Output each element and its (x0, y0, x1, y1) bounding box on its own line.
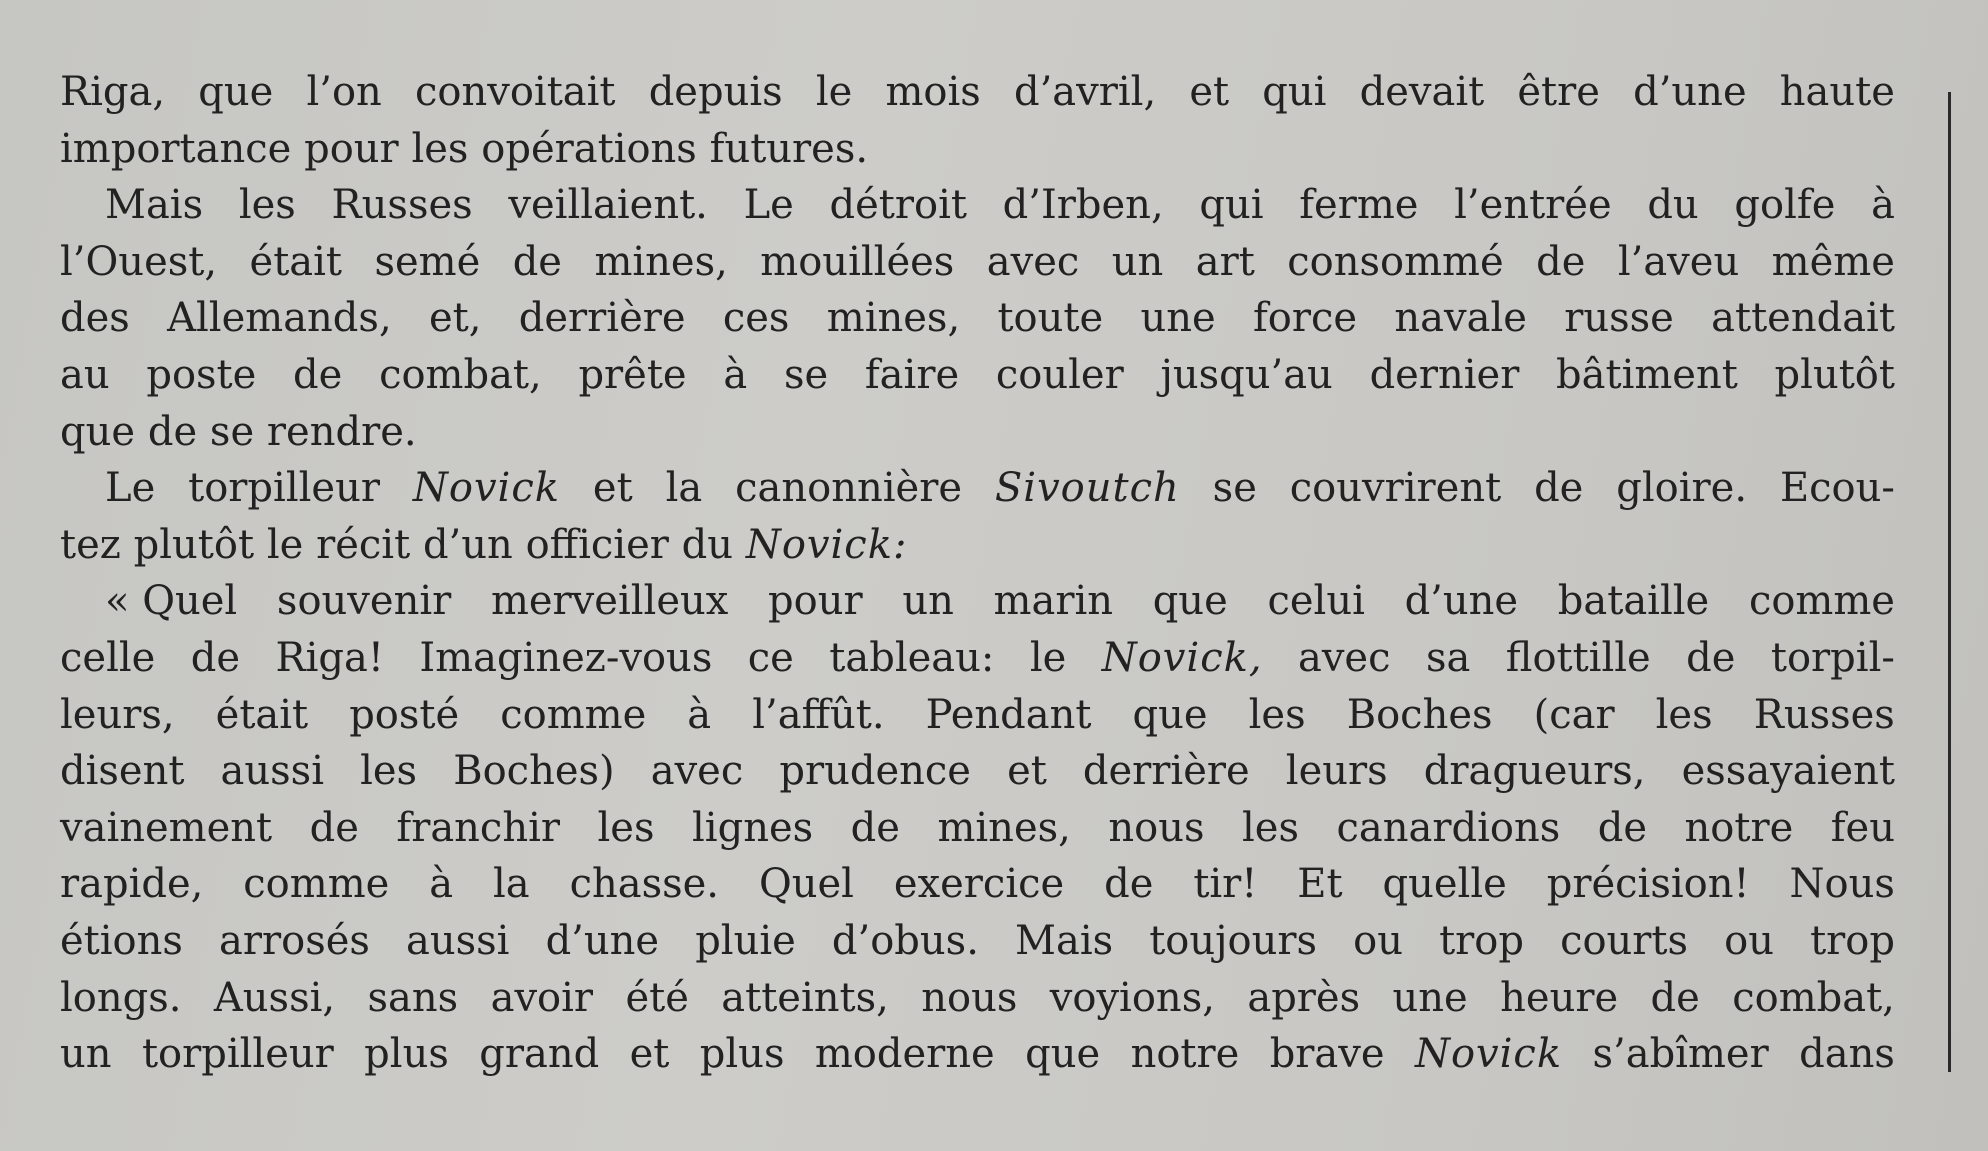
word: (car (1533, 691, 1615, 738)
text-line (60, 800, 1895, 857)
word: au (60, 351, 110, 398)
word: gloire. (1616, 465, 1748, 512)
word: golfe (1734, 182, 1836, 229)
word: rapide, (60, 861, 204, 908)
word: bataille (1557, 578, 1710, 625)
word: l’Ouest, (60, 238, 218, 285)
word: les (597, 804, 655, 851)
word: Russes (331, 182, 473, 229)
word: navale (1394, 295, 1527, 342)
word: « Quel (105, 578, 238, 625)
word: le (1029, 634, 1067, 681)
word: essayaient (1681, 748, 1895, 795)
word: comme (500, 691, 647, 738)
word: Boches (1346, 691, 1493, 738)
word: notre (1130, 1031, 1240, 1078)
word: courts (1560, 917, 1689, 964)
word: était (249, 238, 342, 285)
word: rendre. (266, 408, 417, 455)
word: trop (1439, 917, 1524, 964)
word: notre (1684, 804, 1794, 851)
text-line (60, 64, 1895, 121)
word: haute (1779, 69, 1895, 115)
word: la (665, 465, 703, 512)
word: sans (367, 974, 459, 1021)
text-line (60, 517, 1895, 574)
word: et, (428, 295, 482, 342)
word: faire (864, 351, 960, 398)
word: Pendant (925, 691, 1092, 738)
word: ou (1724, 917, 1774, 964)
word: merveilleux (490, 578, 729, 625)
word: dans (1799, 1031, 1895, 1078)
word: ce (747, 634, 794, 681)
word: de (850, 804, 900, 851)
word: les (411, 125, 469, 172)
word: d’un (422, 521, 513, 568)
word: que (60, 408, 136, 455)
word: Russes (1753, 691, 1895, 738)
word: une (1140, 295, 1216, 342)
word: mines, (594, 238, 728, 285)
word: Riga! (275, 634, 384, 681)
word: de (1650, 974, 1700, 1021)
word: russe (1564, 295, 1674, 342)
word: prudence (779, 748, 971, 795)
text-line (60, 347, 1895, 404)
word: depuis (648, 69, 783, 115)
word: l’on (306, 69, 382, 115)
word: leurs (1285, 748, 1388, 795)
word: atteints, (721, 974, 889, 1021)
word: avec (650, 748, 744, 795)
word: ou (1353, 917, 1403, 964)
word: plus (364, 1031, 449, 1078)
word: brave (1269, 1031, 1385, 1078)
word: mines, (826, 295, 961, 342)
word: arrosés (219, 917, 370, 964)
word: le (266, 521, 304, 568)
word: vainement (60, 804, 273, 851)
text-line (60, 290, 1895, 347)
word: plus (699, 1031, 785, 1078)
word: les (1248, 691, 1306, 738)
word: de (147, 408, 198, 455)
word: aussi (220, 748, 324, 795)
word: Boches) (453, 748, 615, 795)
word: le (815, 69, 853, 115)
text-line (60, 1026, 1895, 1083)
text-line (60, 573, 1895, 630)
word: Mais (1015, 917, 1114, 964)
word: de (309, 804, 359, 851)
word: les (1242, 804, 1299, 851)
word: qui (1262, 69, 1327, 115)
word: derrière (518, 295, 686, 342)
word: marin (993, 578, 1113, 625)
word: étions (60, 917, 183, 964)
word: un (60, 1031, 112, 1078)
word: prête (578, 351, 687, 398)
word: Allemands, (167, 295, 392, 342)
word: d’obus. (831, 917, 979, 964)
word: de (1536, 238, 1586, 285)
word: aussi (406, 917, 510, 964)
word: à (687, 691, 712, 738)
word: récit (316, 521, 411, 568)
word: se (1212, 465, 1257, 512)
word: art (1195, 238, 1255, 285)
word: Riga, (60, 69, 166, 115)
word: d’avril, (1013, 69, 1157, 115)
word: après (1247, 974, 1361, 1021)
word: importance (60, 125, 292, 172)
word: à (429, 861, 454, 908)
word: de (512, 238, 562, 285)
text-line (60, 460, 1895, 517)
word: exercice (893, 861, 1065, 908)
word: du (1647, 182, 1699, 229)
text-line (60, 121, 1895, 178)
word: derrière (1082, 748, 1250, 795)
word: comme (1748, 578, 1895, 625)
margin-rule (1948, 92, 1951, 1072)
word: et (592, 465, 633, 512)
text-line (60, 404, 1895, 461)
word: quelle (1382, 861, 1507, 908)
word: torpil- (1770, 634, 1895, 681)
word: Quel (758, 861, 854, 908)
body-text (60, 64, 1895, 1083)
word: de (1534, 465, 1584, 512)
word: à (723, 351, 748, 398)
word: à (1871, 182, 1895, 229)
word: la (493, 861, 530, 908)
word: l’aveu (1617, 238, 1740, 285)
word: posté (349, 691, 460, 738)
word: qui (1199, 182, 1264, 229)
word: officier (525, 521, 669, 568)
word: précision! (1546, 861, 1750, 908)
italic-word: Sivoutch (994, 465, 1180, 512)
word: de (1597, 804, 1648, 851)
word: force (1252, 295, 1358, 342)
word: consommé (1287, 238, 1504, 285)
word: poste (146, 351, 257, 398)
word: été (625, 974, 689, 1021)
word: mines, (937, 804, 1071, 851)
word: chasse. (569, 861, 720, 908)
word: heure (1500, 974, 1619, 1021)
text-line (60, 177, 1895, 234)
word: lignes (692, 804, 814, 851)
word: leurs, (60, 691, 175, 738)
word: plutôt (1774, 351, 1895, 398)
text-line (60, 970, 1895, 1027)
word: toute (997, 295, 1104, 342)
word: détroit (829, 182, 967, 229)
word: même (1771, 238, 1895, 285)
word: convoitait (415, 69, 616, 115)
word: flottille (1505, 634, 1651, 681)
word: semé (374, 238, 481, 285)
word: et (629, 1031, 670, 1078)
word: Ecou- (1779, 465, 1895, 512)
word: Le (105, 465, 156, 512)
word: mois (885, 69, 981, 115)
word: sa (1425, 634, 1471, 681)
word: franchir (396, 804, 561, 851)
text-line (60, 630, 1895, 687)
word: feu (1830, 804, 1895, 851)
word: nous (1108, 804, 1205, 851)
word: avec (1297, 634, 1391, 681)
word: avec (986, 238, 1080, 285)
word: nous (921, 974, 1018, 1021)
word: et (1007, 748, 1047, 795)
word: que (198, 69, 274, 115)
text-line (60, 913, 1895, 970)
word: tez (60, 521, 121, 568)
word: un (1111, 238, 1164, 285)
word: des (60, 295, 130, 342)
word: combat, (379, 351, 542, 398)
word: de (293, 351, 343, 398)
word: attendait (1711, 295, 1895, 342)
word: dragueurs, (1423, 748, 1646, 795)
word: comme (243, 861, 390, 908)
word: Nous (1789, 861, 1895, 908)
word: pour (304, 125, 399, 172)
word: canonnière (735, 465, 962, 512)
word: moderne (814, 1031, 995, 1078)
word: d’une (545, 917, 660, 964)
word: torpilleur (188, 465, 380, 512)
word: du (681, 521, 734, 568)
word: couvrirent (1289, 465, 1502, 512)
text-line (60, 234, 1895, 291)
word: voyions, (1049, 974, 1215, 1021)
word: se (783, 351, 829, 398)
word: Aussi, (213, 974, 336, 1021)
word: combat, (1732, 974, 1895, 1021)
word: jusqu’au (1160, 351, 1333, 398)
word: l’affût. (752, 691, 885, 738)
word: dernier (1369, 351, 1520, 398)
word: trop (1810, 917, 1895, 964)
word: celui (1267, 578, 1365, 625)
word: torpilleur (141, 1031, 334, 1078)
word: souvenir (276, 578, 452, 625)
word: que (1025, 1031, 1101, 1078)
text-line (60, 856, 1895, 913)
word: devait (1359, 69, 1485, 115)
word: Le (743, 182, 794, 229)
word: de (1104, 861, 1154, 908)
word: être (1517, 69, 1600, 115)
italic-word: Novick (1414, 1031, 1563, 1078)
word: grand (479, 1031, 600, 1078)
word: de (1686, 634, 1736, 681)
word: ferme (1299, 182, 1419, 229)
word: que (1152, 578, 1228, 625)
word: opérations (481, 125, 697, 172)
word: tir! (1193, 861, 1258, 908)
word: pour (768, 578, 863, 625)
word: les (1655, 691, 1713, 738)
text-line (60, 687, 1895, 744)
word: bâtiment (1556, 351, 1738, 398)
word: était (215, 691, 309, 738)
word: une (1392, 974, 1468, 1021)
word: de (190, 634, 241, 681)
word: longs. (60, 974, 182, 1021)
word: veillaient. (508, 182, 708, 229)
word: les (238, 182, 296, 229)
word: plutôt (133, 521, 255, 568)
word: d’une (1633, 69, 1747, 115)
word: toujours (1149, 917, 1318, 964)
word: et (1189, 69, 1230, 115)
word: s’abîmer (1592, 1031, 1769, 1078)
word: tableau: (829, 634, 995, 681)
word: un (902, 578, 954, 625)
word: l’entrée (1454, 182, 1612, 229)
italic-word: Novick (412, 465, 560, 512)
word: futures. (709, 125, 869, 172)
word: Mais (105, 182, 204, 229)
word: pluie (695, 917, 796, 964)
word: Imaginez-vous (419, 634, 713, 681)
word: mouillées (760, 238, 955, 285)
word: celle (60, 634, 156, 681)
italic-word: Novick: (745, 521, 908, 568)
word: ces (722, 295, 790, 342)
word: Et (1297, 861, 1343, 908)
word: couler (995, 351, 1124, 398)
word: les (360, 748, 418, 795)
word: avoir (490, 974, 594, 1021)
text-line (60, 743, 1895, 800)
word: d’une (1404, 578, 1519, 625)
word: canardions (1336, 804, 1561, 851)
word: disent (60, 748, 185, 795)
word: d’Irben, (1002, 182, 1164, 229)
italic-word: Novick, (1101, 634, 1263, 681)
word: se (209, 408, 255, 455)
word: que (1132, 691, 1208, 738)
